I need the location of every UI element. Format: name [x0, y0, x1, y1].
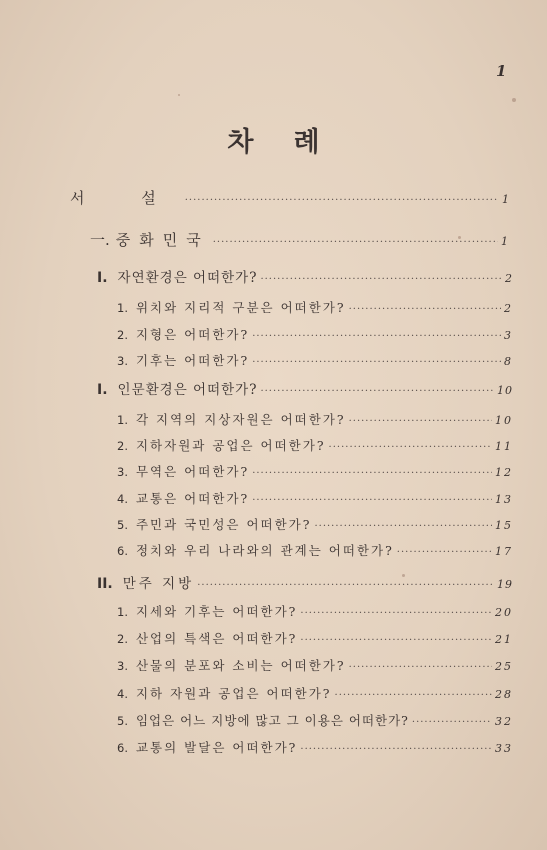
leader-dots	[213, 237, 498, 248]
toc-entry-number: 2.	[117, 328, 128, 342]
toc-entry-number: 3.	[117, 659, 128, 673]
leader-dots	[412, 717, 492, 728]
leader-dots	[335, 690, 492, 701]
toc-entry-label: 만주 지방	[122, 576, 195, 592]
toc-entry-number: 2.	[117, 632, 128, 646]
toc-entry-page: 1	[501, 235, 513, 248]
toc-entry-item	[117, 436, 513, 454]
toc-entry-item	[117, 489, 513, 507]
toc-entry-page: 10	[497, 384, 513, 397]
leader-dots	[197, 580, 494, 591]
toc-entry-number: I.	[97, 382, 108, 398]
toc-entry-number: 1.	[117, 413, 128, 427]
toc-entry-item	[117, 711, 513, 729]
leader-dots	[397, 547, 492, 558]
toc-entry-section	[97, 572, 513, 592]
toc-entry-label: 임업은 어느 지방에 많고 그 이용은 어떠한가?	[135, 713, 409, 728]
toc-entry-page: 15	[495, 519, 513, 532]
toc-entry-label: 자연환경은 어떠한가?	[117, 270, 258, 286]
leader-dots	[349, 662, 492, 673]
toc-entry-page: 10	[495, 414, 513, 427]
toc-entry-item	[117, 351, 513, 369]
toc-entry-page: 3	[504, 329, 513, 342]
leader-dots	[260, 274, 502, 285]
toc-entry-page: 19	[497, 578, 513, 591]
toc-entry-number: 一.	[90, 231, 110, 249]
toc-entry-page: 13	[495, 493, 513, 506]
page-number: 1	[496, 62, 507, 80]
toc-entry-section	[97, 378, 513, 398]
toc-entry-item	[117, 325, 513, 343]
page-title: 차례	[227, 127, 360, 158]
toc-entry-item	[117, 541, 513, 559]
toc-entry-label: 무역은 어떠한가?	[135, 464, 250, 479]
toc-entry-page: 12	[495, 466, 513, 479]
toc-entry-number: 3.	[117, 354, 128, 368]
toc-entry-number: 4.	[117, 687, 128, 701]
leader-dots	[252, 495, 492, 506]
toc-entry-page: 11	[495, 440, 513, 453]
toc-entry-item	[117, 738, 513, 756]
toc-entry-label: 지형은 어떠한가?	[135, 327, 250, 342]
toc-entry-number: 1.	[117, 301, 128, 315]
toc-entry-label: 정치와 우리 나라와의 관계는 어떠한가?	[135, 543, 394, 558]
toc-entry-number: 1.	[117, 605, 128, 619]
toc-entry-page: 2	[505, 272, 513, 285]
toc-entry-number: II.	[97, 576, 113, 592]
toc-entry-number: 6.	[117, 544, 128, 558]
toc-entry-label: 지세와 기후는 어떠한가?	[135, 604, 298, 619]
toc-entry-preface	[70, 187, 513, 208]
toc-entry-number: 5.	[117, 518, 128, 532]
toc-entry-label: 위치와 지리적 구분은 어떠한가?	[135, 300, 346, 315]
toc-entry-page: 25	[495, 660, 513, 673]
leader-dots	[300, 608, 492, 619]
leader-dots	[329, 442, 492, 453]
toc-entry-chapter	[90, 229, 513, 250]
toc-entry-number: 3.	[117, 465, 128, 479]
toc-entry-label: 산업의 특색은 어떠한가?	[135, 631, 298, 646]
leader-dots	[252, 468, 492, 479]
toc-entry-item	[117, 629, 513, 647]
toc-entry-label: 주민과 국민성은 어떠한가?	[135, 517, 312, 532]
toc-entry-number: I.	[97, 270, 108, 286]
toc-entry-label: 인문환경은 어떠한가?	[117, 382, 258, 398]
toc-entry-label: 중화민국	[115, 231, 210, 249]
toc-entry-page: 2	[504, 302, 513, 315]
leader-dots	[349, 416, 492, 427]
toc-entry-page: 17	[495, 545, 513, 558]
leader-dots	[260, 386, 494, 397]
toc-entry-page: 8	[504, 355, 513, 368]
toc-entry-section	[97, 266, 513, 286]
leader-dots	[349, 304, 501, 315]
paper-stain	[512, 98, 516, 102]
leader-dots	[300, 635, 492, 646]
toc-entry-item	[117, 298, 513, 316]
toc-entry-label: 산물의 분포와 소비는 어떠한가?	[135, 658, 346, 673]
toc-entry-page: 21	[495, 633, 513, 646]
toc-entry-page: 20	[495, 606, 513, 619]
toc-entry-label: 교통의 발달은 어떠한가?	[135, 740, 298, 755]
leader-dots	[252, 331, 501, 342]
toc-entry-page: 28	[495, 688, 513, 701]
toc-entry-label: 지하자원과 공업은 어떠한가?	[135, 438, 326, 453]
toc-entry-label: 서 설	[70, 189, 182, 207]
toc-entry-label: 각 지역의 지상자원은 어떠한가?	[135, 412, 346, 427]
toc-entry-label: 교통은 어떠한가?	[135, 491, 250, 506]
toc-entry-label: 지하 자원과 공업은 어떠한가?	[135, 686, 332, 701]
toc-entry-number: 5.	[117, 714, 128, 728]
toc-entry-number: 4.	[117, 492, 128, 506]
toc-entry-label: 기후는 어떠한가?	[135, 353, 250, 368]
paper-stain	[178, 94, 180, 96]
leader-dots	[185, 195, 499, 206]
toc-entry-item	[117, 515, 513, 533]
toc-entry-page: 32	[495, 715, 513, 728]
toc-entry-item	[117, 684, 513, 702]
toc-entry-item	[117, 410, 513, 428]
leader-dots	[252, 357, 501, 368]
toc-entry-item	[117, 462, 513, 480]
leader-dots	[300, 744, 492, 755]
toc-entry-page: 1	[502, 193, 513, 206]
toc-entry-item	[117, 602, 513, 620]
toc-entry-number: 6.	[117, 741, 128, 755]
toc-entry-number: 2.	[117, 439, 128, 453]
toc-entry-page: 33	[495, 742, 513, 755]
leader-dots	[314, 521, 492, 532]
toc-entry-item	[117, 656, 513, 674]
